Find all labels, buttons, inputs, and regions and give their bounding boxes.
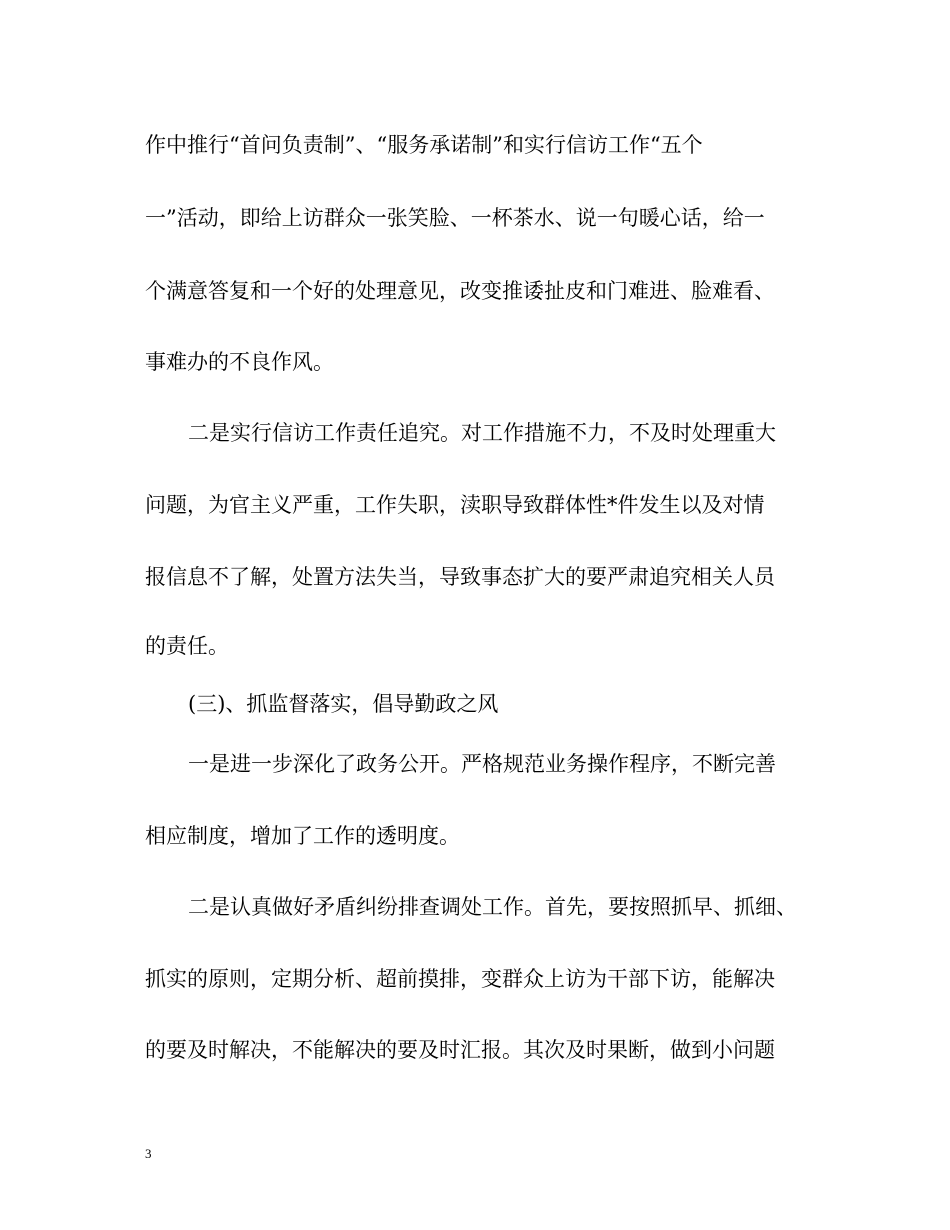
paragraph-line-10: 一是进一步深化了政务公开。严格规范业务操作程序，不断完善: [188, 752, 776, 776]
page-number: 3: [145, 1146, 152, 1161]
paragraph-line-12: 二是认真做好矛盾纠纷排查调处工作。首先，要按照抓早、抓细、: [188, 895, 797, 919]
paragraph-line-1: 作中推行“首问负责制”、“服务承诺制”和实行信访工作“五个: [145, 133, 703, 157]
paragraph-line-6: 问题，为官主义严重，工作失职，渎职导致群体性*件发生以及对情: [145, 493, 765, 517]
paragraph-line-4: 事难办的不良作风。: [145, 350, 334, 374]
paragraph-line-7: 报信息不了解，处置方法失当，导致事态扩大的要严肃追究相关人员: [145, 565, 775, 589]
paragraph-line-5: 二是实行信访工作责任追究。对工作措施不力，不及时处理重大: [188, 421, 776, 445]
paragraph-line-11: 相应制度，增加了工作的透明度。: [145, 824, 460, 848]
section-heading: (三)、抓监督落实，倡导勤政之风: [188, 692, 499, 716]
paragraph-line-3: 个满意答复和一个好的处理意见，改变推诿扯皮和门难进、脸难看、: [145, 279, 775, 303]
paragraph-line-8: 的责任。: [145, 634, 229, 658]
paragraph-line-14: 的要及时解决，不能解决的要及时汇报。其次及时果断，做到小问题: [145, 1038, 775, 1062]
paragraph-line-2: 一”活动，即给上访群众一张笑脸、一杯茶水、说一句暖心话，给一: [145, 206, 765, 230]
paragraph-line-13: 抓实的原则，定期分析、超前摸排，变群众上访为干部下访，能解决: [145, 967, 775, 991]
